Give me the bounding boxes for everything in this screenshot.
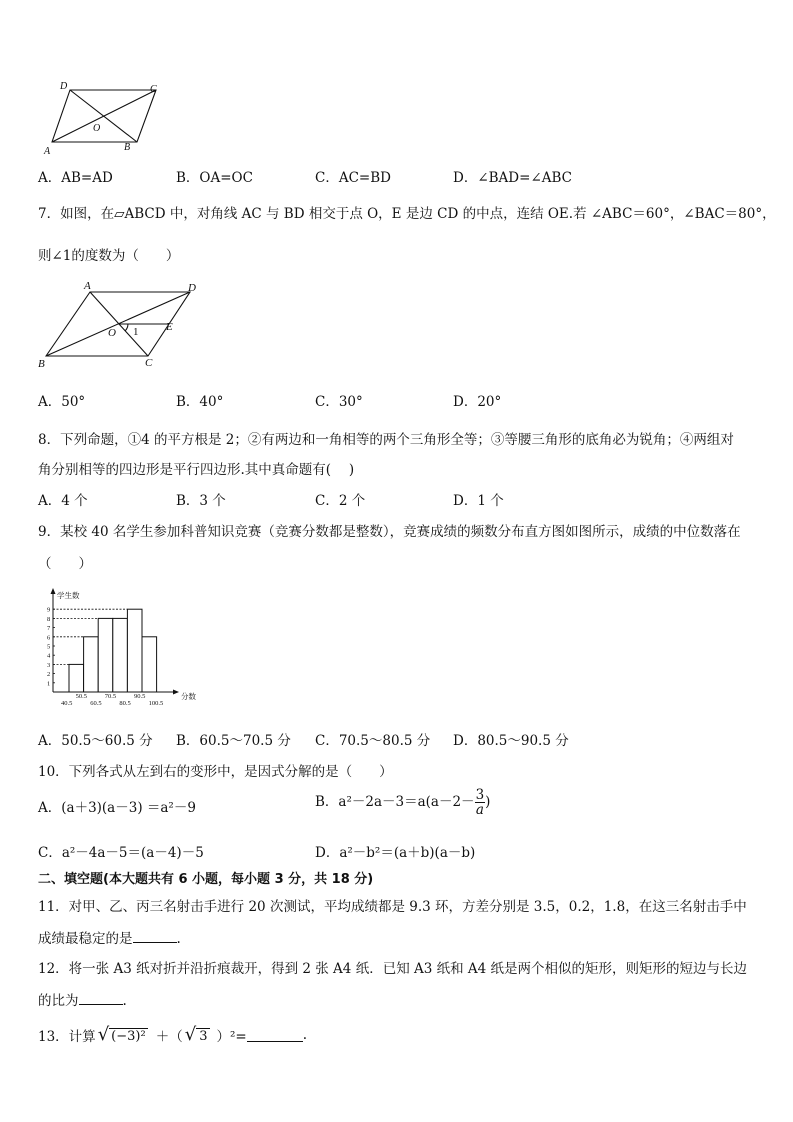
q8-stem-line1: 8．下列命题，①4 的平方根是 2；②有两边和一角相等的两个三角形全等；③等腰三角形的底角必为锐角；④两组对 [38, 432, 734, 448]
histogram-bar [142, 637, 157, 692]
q10-option-c[interactable]: C．a²－4a－5＝(a－4)－5 [38, 845, 204, 861]
q9-option-c[interactable]: C．70.5～80.5 分 [315, 733, 431, 749]
q6-option-c[interactable]: C．AC=BD [315, 170, 391, 186]
histogram-y-tick-label: 4 [47, 652, 51, 660]
q13-radical-1-sign: √ [97, 1024, 110, 1045]
histogram-x-tick-label: 80.5 [119, 700, 131, 707]
q13-radical-2-body: 3 [196, 1028, 210, 1044]
q7-option-b[interactable]: B．40° [176, 394, 224, 410]
histogram-x-tick-label: 70.5 [104, 693, 117, 700]
histogram-bar [127, 609, 142, 692]
histogram-y-tick-label: 6 [47, 634, 51, 642]
q13-radical-1 [98, 1026, 148, 1044]
q13-middle: ＋（ [155, 1029, 183, 1045]
q7-option-d[interactable]: D．20° [453, 394, 502, 410]
q8-option-c[interactable]: C．2 个 [315, 493, 366, 509]
q7-option-c[interactable]: C．30° [315, 394, 363, 410]
q7-option-a[interactable]: A．50° [38, 394, 86, 410]
q11-line2-end: . [176, 931, 181, 947]
q6-label-D: D [60, 81, 68, 92]
q10-option-d[interactable]: D．a²－b²＝(a＋b)(a－b) [315, 845, 476, 861]
q6-option-d[interactable]: D．∠BAD=∠ABC [453, 170, 573, 186]
q10-option-b-prefix: B．a²－2a－3＝a(a－2－ [315, 794, 475, 810]
histogram-y-tick-label: 5 [47, 643, 51, 651]
q7-label-D: D [188, 282, 196, 294]
histogram-y-axis-label: 学生数 [57, 591, 80, 600]
q13-radical-2-sign: √ [184, 1024, 197, 1045]
q7-parallelogram-figure [36, 278, 216, 368]
q10-option-b[interactable] [315, 788, 490, 817]
q6-option-b[interactable]: B．OA=OC [176, 170, 253, 186]
q13-radical-2 [185, 1026, 211, 1044]
q9-option-b[interactable]: B．60.5～70.5 分 [176, 733, 291, 749]
q8-option-a[interactable]: A．4 个 [38, 493, 88, 509]
q10-stem: 10．下列各式从左到右的变形中，是因式分解的是（ ） [38, 764, 393, 780]
histogram-y-axis-arrow [51, 588, 56, 594]
histogram-x-tick-label: 40.5 [61, 700, 73, 707]
q7-label-A: A [84, 280, 91, 292]
q12-stem-line1: 12．将一张 A3 纸对折并沿折痕裁开，得到 2 张 A4 纸．已知 A3 纸和 A4 纸是两个相似的矩形，则矩形的短边与长边 [38, 961, 748, 977]
q13-post: ）²= [216, 1029, 247, 1045]
q7-label-O: O [108, 327, 116, 339]
q12-line2-end: . [122, 993, 127, 1009]
histogram-bar [84, 637, 99, 692]
q13-end: . [302, 1027, 307, 1043]
histogram-y-tick-label: 2 [47, 671, 51, 679]
q8-option-b[interactable]: B．3 个 [176, 493, 226, 509]
q11-stem-line2 [38, 927, 181, 947]
q7-label-E: E [166, 321, 173, 333]
q12-line2-text: 的比为 [38, 993, 79, 1009]
histogram-y-tick-label: 8 [47, 615, 51, 623]
q6-label-B: B [124, 142, 131, 153]
q6-label-C: C [150, 84, 157, 95]
q12-stem-line2 [38, 989, 127, 1009]
histogram-bar [113, 618, 128, 692]
q9-histogram [36, 586, 216, 712]
q13-prefix: 13．计算 [38, 1029, 96, 1045]
q13-answer-blank[interactable] [247, 1029, 303, 1042]
histogram-x-axis-arrow [173, 690, 179, 695]
q9-option-d[interactable]: D．80.5～90.5 分 [453, 733, 569, 749]
q13-radical-1-body: (−3)² [111, 1029, 146, 1044]
q7-stem-line2: 则∠1的度数为（ ） [38, 248, 180, 264]
q7-stem-line1: 7．如图，在▱ABCD 中，对角线 AC 与 BD 相交于点 O，E 是边 CD 的中点，连结 OE.若 ∠ABC＝60°，∠BAC＝80°， [38, 206, 776, 222]
section-2-heading: 二、填空题(本大题共有 6 小题，每小题 3 分，共 18 分) [38, 872, 374, 887]
q6-label-O: O [93, 123, 101, 134]
q9-option-a[interactable]: A．50.5～60.5 分 [38, 733, 153, 749]
q10-option-b-denominator: a [475, 802, 484, 818]
histogram-bar [69, 664, 84, 692]
histogram-y-tick-label: 3 [47, 661, 51, 669]
q9-stem-line1: 9．某校 40 名学生参加科普知识竞赛（竞赛分数都是整数），竞赛成绩的频数分布直方图如图所示，成绩的中位数落在 [38, 524, 741, 540]
q10-option-b-suffix: ) [485, 794, 491, 810]
q12-answer-blank[interactable] [79, 992, 123, 1005]
histogram-x-tick-label: 60.5 [90, 700, 102, 707]
histogram-bar [98, 618, 113, 692]
q8-option-d[interactable]: D．1 个 [453, 493, 504, 509]
histogram-x-tick-label: 90.5 [134, 693, 146, 700]
q10-option-a[interactable]: A．(a＋3)(a－3) ＝a²－9 [38, 800, 196, 816]
q13-stem [38, 1025, 307, 1045]
q6-label-A: A [44, 146, 51, 157]
q7-label-angle-1: 1 [133, 326, 139, 338]
q11-answer-blank[interactable] [133, 930, 177, 943]
q9-stem-line2: （ ） [38, 556, 92, 572]
histogram-x-tick-label: 100.5 [148, 700, 164, 707]
q6-parallelogram-figure [40, 81, 160, 157]
q10-option-b-numerator: 3 [475, 787, 485, 803]
q11-line2-text: 成绩最稳定的是 [38, 931, 133, 947]
q6-option-a[interactable]: A．AB=AD [38, 170, 113, 186]
histogram-y-tick-label: 7 [47, 625, 51, 633]
q7-label-C: C [145, 357, 153, 369]
q10-option-b-fraction [475, 788, 486, 817]
histogram-x-axis-label: 分数 [181, 692, 196, 701]
q11-stem-line1: 11．对甲、乙、丙三名射击手进行 20 次测试，平均成绩都是 9.3 环，方差分别是 3.5，0.2，1.8，在这三名射击手中 [38, 899, 747, 915]
q8-stem-line2: 角分别相等的四边形是平行四边形.其中真命题有( ) [38, 462, 355, 478]
histogram-x-tick-label: 50.5 [75, 693, 87, 700]
histogram-y-tick-label: 1 [47, 680, 51, 688]
q7-label-B: B [38, 358, 45, 370]
histogram-y-tick-label: 9 [47, 606, 51, 614]
